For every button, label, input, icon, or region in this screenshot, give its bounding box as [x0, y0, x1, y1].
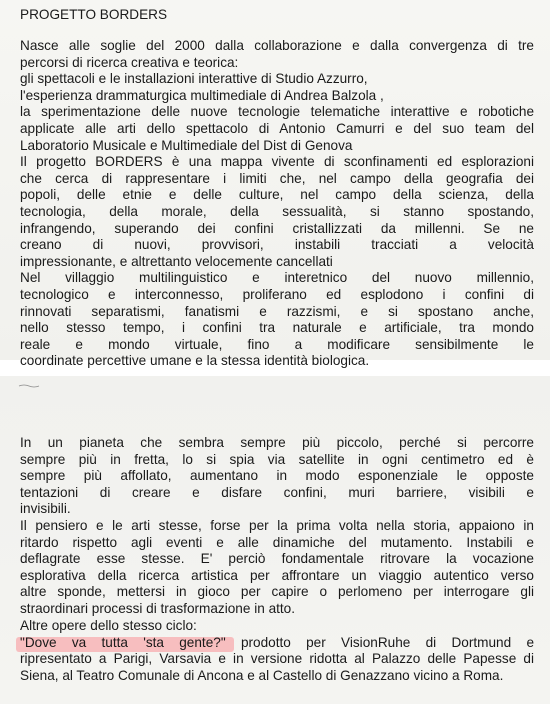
text-line: invisibili.: [20, 501, 71, 517]
text-line: Nasce alle soglie del 2000 dalla collaborazione e dalla convergenza di tre: [20, 38, 534, 53]
text-line: altre sponde, mettersi in gioco per capire o perlomeno per interrogare gli: [20, 584, 534, 600]
text-line: creano di nuovi, provvisori, instabili tracciati a velocità: [20, 237, 534, 253]
text-line: Laboratorio Musicale e Multimediale del Dist di Genova: [20, 137, 353, 153]
text-line: Siena, al Teatro Comunale di Ancona e al Castello di Genazzano vicino a Roma.: [20, 667, 504, 683]
text-line: Il progetto BORDERS è una mappa vivente di sconfinamenti ed esplorazioni: [20, 154, 534, 170]
paragraph-intro: [20, 38, 534, 370]
text-line: applicate alle arti dello spettacolo di Antonio Camurri e del suo team del: [20, 120, 534, 136]
text-line: sempre più in fretta, lo si spia via satellite in ogni centimetro ed è: [20, 451, 534, 467]
section-heading: Altre opere dello stesso ciclo:: [20, 618, 197, 633]
text-line: impressionante, e altrettanto velocemente cancellati: [20, 253, 333, 269]
text-line: che cerca di rappresentare i limiti che, nel campo della geografia dei: [20, 170, 534, 186]
paragraph-planet: [20, 435, 534, 618]
text-line: l'esperienza drammaturgica multimediale di Andrea Balzola ,: [20, 87, 384, 103]
text-line: esplorativa della ricerca artistica per affrontare un viaggio autentico verso: [20, 567, 534, 583]
highlighted-work-title: "Dove va tutta 'sta gente?": [20, 634, 226, 650]
text-line: gli spettacoli e le installazioni interattive di Studio Azzurro,: [20, 71, 368, 87]
text-line: [20, 635, 534, 652]
text-line: reale e mondo virtuale, fino a modificare sensibilmente le: [20, 336, 534, 352]
text-line: coordinate percettive umane e la stessa identità biologica.: [20, 353, 370, 369]
text-line: popoli, delle etnie e delle culture, nel campo della scienza, della: [20, 187, 534, 203]
document-title: PROGETTO BORDERS: [20, 7, 168, 22]
text-line: la sperimentazione delle nuove tecnologie telematiche interattive e robotiche: [20, 104, 534, 120]
text-line: rinnovati separatismi, fanatismi e razzismi, e si spostano anche,: [20, 303, 534, 319]
stray-pen-mark: [18, 384, 40, 388]
text-line: deflagrate esse stesse. E' perciò fondamentale ritrovare la vocazione: [20, 551, 534, 567]
text-line: ritardo rispetto agli eventi e alle dinamiche del mutamento. Instabili e: [20, 534, 534, 550]
text-line: straordinari processi di trasformazione in atto.: [20, 600, 296, 616]
text-line: percorsi di ricerca creativa e teorica:: [20, 54, 239, 70]
paragraph-other-works: [20, 618, 534, 684]
text-line: In un pianeta che sembra sempre più piccolo, perché si percorre: [20, 435, 534, 450]
text-line: Il pensiero e le arti stesse, forse per la prima volta nella storia, appaiono in: [20, 517, 534, 533]
text-line: Nel villaggio multilinguistico e interetnico del nuovo millennio,: [20, 270, 534, 286]
text-line: tentazioni di creare e disfare confini, muri barriere, visibili e: [20, 484, 534, 500]
text-line: tecnologia, della morale, della sessualità, si stanno spostando,: [20, 203, 534, 219]
text-line: infrangendo, superando dei confini cristallizzati da millenni. Se ne: [20, 220, 534, 236]
text-line: nello stesso tempo, i confini tra naturale e artificiale, tra mondo: [20, 320, 534, 336]
text-line: sempre più affollato, aumentano in modo esponenziale le opposte: [20, 468, 534, 484]
text-line: tecnologico e interconnesso, proliferano ed esplodono i confini di: [20, 286, 534, 302]
work-production-text: prodotto per VisionRuhe di Dortmund e: [225, 634, 535, 650]
text-line: ripresentato a Parigi, Varsavia e in versione ridotta al Palazzo delle Papesse di: [20, 651, 534, 667]
